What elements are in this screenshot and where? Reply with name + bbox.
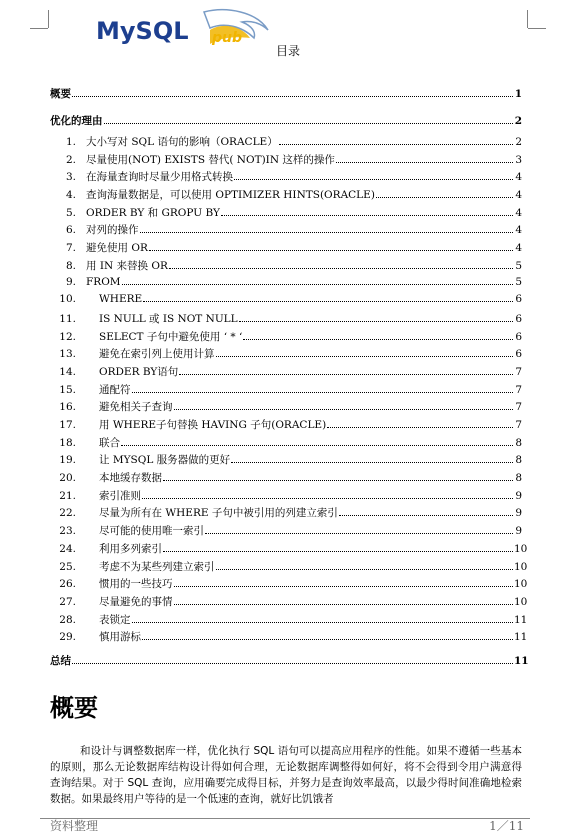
toc-dot-leader	[72, 96, 513, 97]
toc-entry-number: 6.	[65, 224, 76, 237]
toc-entry[interactable]	[50, 612, 528, 630]
toc-dot-leader	[163, 480, 513, 481]
toc-dot-leader	[149, 250, 513, 251]
toc-entry[interactable]	[50, 629, 528, 647]
toc-dot-leader	[140, 232, 514, 233]
toc-entry-page: 7	[515, 401, 522, 414]
toc-dot-leader	[216, 569, 514, 570]
toc-entry-label: 惯用的一些技巧	[99, 578, 173, 591]
toc-entry-number: 1.	[65, 136, 76, 148]
toc-entry-label: ORDER BY 和 GROPU BY	[86, 206, 220, 219]
toc-entry-label: 表锁定	[99, 613, 131, 626]
toc-entry-page: 9	[515, 525, 522, 538]
toc-entry-label: 利用多列索引	[99, 542, 162, 555]
toc-entry-number: 21.	[59, 489, 76, 502]
toc-dot-leader	[231, 462, 513, 463]
toc-entry-label: 尽量使用(NOT) EXISTS 替代( NOT)IN 这样的操作	[86, 153, 335, 166]
crop-mark-top-right-h	[528, 28, 546, 29]
toc-entry-label: 联合	[99, 436, 120, 449]
toc-entry-page: 6	[515, 293, 522, 306]
toc-entry-label: 概要	[50, 88, 71, 100]
toc-entry-label: 用 WHERE子句替换 HAVING 子句(ORACLE)	[99, 419, 327, 431]
toc-entry-number: 10.	[59, 293, 76, 306]
toc-entry-page: 1	[514, 88, 522, 100]
toc-entry-page: 7	[515, 419, 522, 431]
toc-entry-page: 6	[515, 330, 522, 343]
toc-dot-leader	[174, 604, 514, 605]
toc-entry-number: 22.	[59, 507, 76, 520]
toc-entry-page: 4	[515, 224, 522, 237]
toc-entry[interactable]	[50, 382, 522, 400]
toc-dot-leader	[279, 144, 513, 145]
toc-entry-page: 11	[514, 654, 529, 667]
toc-entry-label: ORDER BY语句	[99, 365, 179, 378]
toc-entry-number: 9.	[65, 275, 76, 288]
toc-entry-label: FROM	[86, 275, 121, 288]
footer-rule	[40, 818, 530, 819]
toc-entry-number: 27.	[59, 595, 76, 608]
toc-dot-leader	[174, 409, 514, 410]
toc-entry-label: 查询海量数据是，可以使用 OPTIMIZER HINTS(ORACLE)	[86, 189, 375, 202]
toc-entry-label: 本地缓存数据	[99, 472, 162, 485]
toc-entry-page: 9	[515, 507, 522, 520]
toc-entry-page: 10	[514, 578, 528, 591]
toc-entry-page: 4	[515, 206, 522, 219]
toc-entry[interactable]	[50, 399, 522, 417]
toc-entry[interactable]	[50, 417, 522, 435]
toc-entry-number: 16.	[59, 401, 76, 414]
toc-entry-number: 13.	[59, 348, 76, 361]
toc-entry-page: 6	[515, 312, 522, 325]
toc-entry[interactable]	[50, 452, 522, 470]
toc-title: 目录	[275, 44, 300, 58]
toc-entry-page: 6	[515, 348, 522, 361]
toc-entry[interactable]	[50, 276, 522, 294]
toc-entry-page: 8	[515, 436, 522, 449]
toc-entry-label: IS NULL 或 IS NOT NULL	[99, 312, 238, 325]
toc-entry-number: 15.	[59, 383, 76, 396]
toc-entry[interactable]	[50, 576, 528, 594]
toc-dot-leader	[72, 663, 513, 664]
toc-entry-page: 7	[515, 365, 522, 378]
toc-dot-leader	[205, 533, 513, 534]
toc-entry-label: 优化的理由	[50, 115, 103, 127]
toc-dot-leader	[216, 356, 514, 357]
toc-entry-page: 3	[515, 153, 522, 166]
toc-dot-leader	[179, 374, 513, 375]
toc-entry-label: 用 IN 来替换 OR	[86, 259, 168, 272]
toc-dot-leader	[142, 498, 513, 499]
toc-entry[interactable]	[50, 293, 522, 311]
toc-entry-page: 11	[514, 613, 528, 626]
toc-entry-page: 5	[515, 259, 522, 272]
toc-dot-leader	[122, 284, 513, 285]
toc-dot-leader	[221, 215, 513, 216]
toc-entry[interactable]	[50, 541, 528, 559]
toc-entry-page: 10	[514, 542, 528, 555]
toc-entry-label: 尽量为所有在 WHERE 子句中被引用的列建立索引	[99, 507, 338, 520]
toc-entry-number: 17.	[59, 419, 76, 431]
toc-entry-page: 10	[514, 595, 528, 608]
toc-entry[interactable]	[50, 653, 529, 674]
toc-entry-number: 24.	[59, 542, 76, 555]
section-paragraph: 和设计与调整数据库一样，优化执行 SQL 语句可以提高应用程序的性能。如果不遵循一些基本的原则，那么无论数据库结构设计得如何合理，无论数据库调整得如何好，将不会得到令用户满意得查询结果。对于 SQL 查询，应用确要完成得目标，并努力是查询效率最高，以最少得时间准确地检索数据。如果最终用户等待的是一个低速的查询，就好比饥饿者	[50, 745, 522, 805]
toc-entry-page: 5	[515, 275, 522, 288]
toc-entry-page: 9	[515, 489, 522, 502]
toc-entry-label: 避免相关子查询	[99, 401, 173, 414]
toc-entry-number: 5.	[65, 206, 76, 219]
toc-entry[interactable]	[50, 488, 522, 506]
toc-entry-page: 4	[515, 189, 522, 202]
toc-entry[interactable]	[50, 258, 522, 276]
toc-entry[interactable]	[50, 594, 528, 612]
toc-dot-leader	[327, 427, 513, 428]
footer-left-text: 资料整理	[50, 819, 99, 833]
toc-entry[interactable]	[50, 559, 528, 577]
toc-entry[interactable]	[50, 240, 522, 258]
toc-entry-label: 慎用游标	[99, 631, 141, 644]
toc-entry-page: 4	[515, 242, 522, 255]
toc-entry-label: 对列的操作	[86, 224, 139, 237]
toc-entry[interactable]	[50, 169, 522, 187]
toc-entry[interactable]	[50, 222, 522, 240]
logo-text-pub: pub	[212, 30, 243, 46]
toc-entry-number: 14.	[59, 365, 76, 378]
toc-entry-label: 在海量查询时尽量少用格式转换	[86, 171, 233, 184]
toc-entry-page: 11	[514, 631, 528, 644]
toc-entry[interactable]	[50, 329, 522, 347]
toc-entry-label: SELECT 子句中避免使用 ‘ * ‘	[99, 330, 243, 343]
toc-entry-number: 2.	[65, 153, 76, 166]
toc-entry-page: 7	[515, 383, 522, 396]
toc-dot-leader	[132, 392, 514, 393]
toc-entry[interactable]	[50, 505, 522, 523]
toc-entry-page: 10	[514, 560, 528, 573]
toc-entry[interactable]	[50, 346, 522, 364]
crop-mark-top-left	[48, 10, 49, 28]
toc-entry-number: 26.	[59, 578, 76, 591]
toc-dot-leader	[239, 321, 513, 322]
toc-dot-leader	[376, 197, 513, 198]
toc-entry-label: 通配符	[99, 383, 131, 396]
toc-entry[interactable]	[50, 523, 522, 541]
section-heading: 概要	[50, 693, 98, 722]
toc-entry-number: 8.	[65, 259, 76, 272]
crop-mark-top-left-h	[30, 28, 48, 29]
toc-entry-page: 2	[515, 136, 522, 148]
toc-entry-label: 尽可能的使用唯一索引	[99, 525, 204, 538]
toc-dot-leader	[243, 339, 513, 340]
toc-entry[interactable]	[50, 86, 522, 107]
toc-entry[interactable]	[50, 470, 522, 488]
toc-dot-leader	[174, 586, 514, 587]
toc-entry-label: 避免使用 OR	[86, 242, 148, 255]
toc-entry[interactable]	[50, 113, 522, 134]
toc-dot-leader	[163, 551, 513, 552]
toc-dot-leader	[142, 639, 513, 640]
toc-entry-number: 4.	[65, 189, 76, 202]
toc-dot-leader	[104, 123, 514, 124]
toc-entry-number: 25.	[59, 560, 76, 573]
toc-entry[interactable]	[50, 152, 522, 170]
toc-entry-label: 索引准则	[99, 489, 141, 502]
toc-entry-number: 7.	[65, 242, 76, 255]
toc-entry-number: 19.	[59, 454, 76, 467]
toc-dot-leader	[143, 301, 513, 302]
toc-entry[interactable]	[50, 435, 522, 453]
toc-entry-number: 3.	[65, 171, 76, 184]
toc-entry[interactable]	[50, 134, 522, 152]
toc-entry-number: 29.	[59, 631, 76, 644]
toc-entry-label: 避免在索引列上使用计算	[99, 348, 215, 361]
toc-dot-leader	[121, 445, 513, 446]
toc-dot-leader	[132, 622, 514, 623]
logo-text-mysql: MySQL	[96, 17, 189, 45]
toc-entry-label: WHERE	[99, 293, 143, 306]
toc-entry-number: 18.	[59, 436, 76, 449]
toc-entry[interactable]	[50, 205, 522, 223]
toc-entry[interactable]	[50, 187, 522, 205]
toc-entry-page: 8	[515, 454, 522, 467]
toc-entry-number: 20.	[59, 472, 76, 485]
page-number: 1／11	[489, 819, 524, 833]
toc-dot-leader	[336, 162, 513, 163]
toc-entry-label: 让 MYSQL 服务器做的更好	[99, 454, 231, 467]
toc-entry-page: 8	[515, 472, 522, 485]
toc-entry-number: 28.	[59, 613, 76, 626]
toc-entry-number: 11.	[59, 312, 76, 325]
table-of-contents	[50, 86, 529, 674]
toc-entry-number: 12.	[59, 330, 76, 343]
toc-dot-leader	[169, 268, 513, 269]
toc-dot-leader	[234, 179, 513, 180]
toc-entry[interactable]	[50, 364, 522, 382]
crop-mark-top-right	[527, 10, 528, 28]
toc-entry-number: 23.	[59, 525, 76, 538]
toc-entry-label: 尽量避免的事情	[99, 595, 173, 608]
toc-entry-label: 总结	[50, 654, 71, 667]
toc-entry-label: 考虑不为某些列建立索引	[99, 560, 215, 573]
toc-entry-label: 大小写对 SQL 语句的影响（ORACLE）	[86, 136, 278, 148]
toc-dot-leader	[339, 515, 513, 516]
toc-entry[interactable]	[50, 311, 522, 329]
toc-entry-page: 2	[514, 115, 522, 127]
toc-entry-page: 4	[515, 171, 522, 184]
